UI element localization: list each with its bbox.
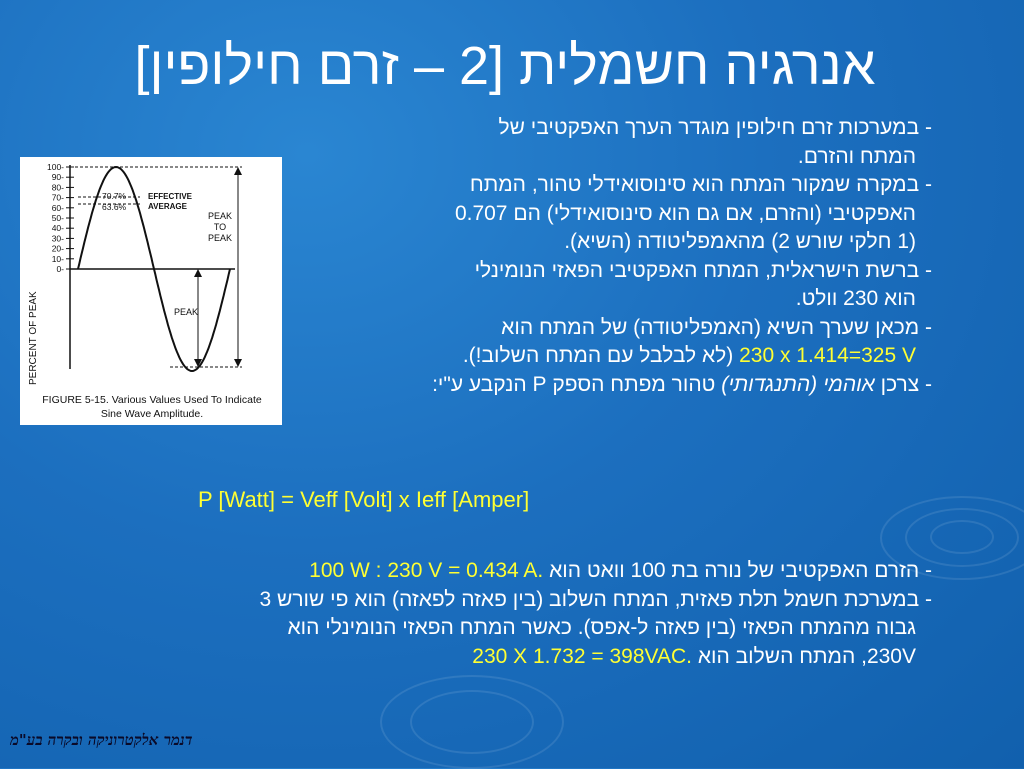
peak-voltage-formula: 230 x 1.414=325 V bbox=[739, 344, 916, 367]
figure-caption-line-1: FIGURE 5-15. Various Values Used To Indicate bbox=[42, 394, 262, 406]
label-average: AVERAGE bbox=[148, 202, 187, 211]
label-peak-to-peak-3: PEAK bbox=[207, 233, 233, 243]
bullet-2-line-2: האפקטיבי (והזרם, אם גם הוא סינוסואידלי) הם 0.707 bbox=[454, 201, 916, 225]
lower-line-3: גבוה מהמתח הפאזי (בין פאזה ל-אפס). כאשר המתח הפאזי הנומינלי הוא bbox=[287, 616, 916, 639]
bullet-5-text-a: - צרכן bbox=[874, 372, 932, 396]
bullet-5-italic: אוהמי (התנגדותי) bbox=[721, 372, 875, 396]
sine-wave-figure bbox=[20, 157, 282, 425]
bullet-3-line-2: הוא 230 וולט. bbox=[795, 287, 916, 310]
y-tick-label: 20- bbox=[51, 243, 64, 254]
bullet-4-note: (לא לבלבל עם המתח השלוב!). bbox=[462, 344, 734, 367]
ripple-decoration bbox=[380, 675, 564, 769]
bullet-2-line-3: (1 חלקי שורש 2) מהאמפליטודה (השיא). bbox=[564, 230, 916, 253]
lower-bullets bbox=[102, 557, 932, 671]
y-tick-label: 90- bbox=[51, 172, 64, 183]
lower-line-4 bbox=[102, 643, 932, 672]
y-tick-label: 40- bbox=[51, 223, 64, 234]
bullet-5-line-1 bbox=[282, 371, 932, 400]
y-axis-label: PERCENT OF PEAK bbox=[28, 291, 39, 385]
power-formula: P [Watt] = Veff [Volt] x Ieff [Amper] bbox=[198, 487, 530, 512]
lamp-current-text: - הזרם האפקטיבי של נורה בת 100 וואט הוא bbox=[549, 559, 932, 582]
y-tick-label: 10- bbox=[51, 253, 64, 264]
bullet-list bbox=[282, 114, 932, 399]
footer-company: דנמר אלקטרוניקה ובקרה בע"מ bbox=[10, 731, 193, 749]
slide-title: אנרגיה חשמלית [2 – זרם חילופין] bbox=[134, 36, 876, 96]
label-peak-to-peak-1: PEAK bbox=[207, 211, 233, 221]
line-voltage-text: 230V, המתח השלוב הוא bbox=[697, 644, 916, 668]
y-tick-label: 100- bbox=[46, 162, 64, 172]
label-peak: PEAK bbox=[173, 307, 199, 317]
y-tick-label: 50- bbox=[51, 213, 64, 223]
label-63-6: 63.6% bbox=[102, 202, 127, 212]
bullet-1-line-1: - במערכות זרם חילופין מוגדר הערך האפקטיבי של bbox=[498, 116, 932, 139]
y-tick-label: 80- bbox=[51, 182, 64, 193]
y-tick-label: 30- bbox=[51, 233, 64, 244]
label-effective: EFFECTIVE bbox=[148, 192, 193, 201]
y-tick-label: 60- bbox=[51, 202, 64, 213]
lower-line-2: - במערכת חשמל תלת פאזית, המתח השלוב (בין פאזה לפאזה) הוא פי שורש 3 bbox=[259, 587, 932, 611]
line-voltage-formula: 230 X 1.732 = 398VAC. bbox=[472, 644, 692, 668]
bullet-3-line-1: - ברשת הישראלית, המתח האפקטיבי הפאזי הנומינלי bbox=[474, 258, 932, 282]
bullet-4-line-1: - מכאן שערך השיא (האמפליטודה) של המתח הוא bbox=[501, 315, 932, 339]
figure-caption bbox=[24, 393, 280, 421]
lower-line-1 bbox=[102, 557, 932, 586]
bullet-4-line-2 bbox=[282, 342, 932, 371]
sine-wave-diagram bbox=[20, 157, 282, 425]
y-tick-label: 70- bbox=[51, 192, 64, 203]
bullet-2-line-1: - במקרה שמקור המתח הוא סינוסואידלי טהור, המתח bbox=[469, 173, 932, 196]
figure-caption-line-2: Sine Wave Amplitude. bbox=[100, 408, 204, 420]
label-peak-to-peak-2: TO bbox=[213, 222, 227, 232]
bullet-5-text-b: טהור מפתח הספק P הנקבע ע"י: bbox=[432, 372, 722, 396]
bullet-1-line-2: המתח והזרם. bbox=[797, 144, 916, 168]
label-70-7: 70.7% bbox=[102, 191, 127, 201]
y-tick-label: 0- bbox=[56, 264, 64, 274]
lamp-current-formula: 100 W : 230 V = 0.434 A. bbox=[309, 559, 544, 582]
